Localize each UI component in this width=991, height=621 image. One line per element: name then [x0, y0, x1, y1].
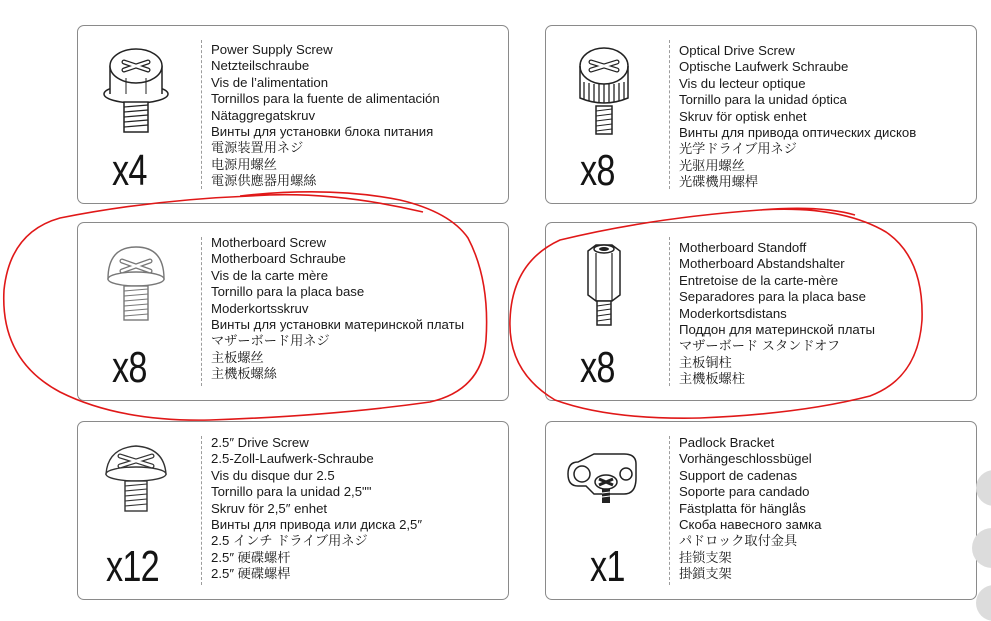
label-ja: マザーボード スタンドオフ [679, 338, 841, 354]
label-sv: Moderkortsskruv [211, 300, 309, 316]
item-description [211, 435, 422, 583]
item-description [211, 42, 440, 190]
label-zh-tw: 光碟機用螺桿 [679, 174, 759, 190]
label-de: Optische Laufwerk Schraube [679, 59, 849, 75]
accessory-card-drive-screw [77, 421, 509, 600]
label-de: Vorhängeschlossbügel [679, 451, 812, 467]
quantity-label: x8 [112, 343, 147, 392]
power-supply-screw-icon [96, 36, 176, 146]
label-en: Motherboard Standoff [679, 240, 807, 255]
accessory-card-motherboard-screw [77, 222, 509, 401]
label-es: Tornillo para la unidad óptica [679, 92, 847, 108]
label-es: Separadores para la placa base [679, 289, 866, 305]
label-ja: 2.5 インチ ドライブ用ネジ [211, 533, 368, 549]
label-sv: Skruv för optisk enhet [679, 108, 807, 124]
label-sv: Skruv för 2,5″ enhet [211, 500, 328, 516]
label-zh-tw: 掛鎖支架 [679, 566, 732, 582]
dashed-divider [201, 40, 202, 189]
accessory-card-padlock-bracket [545, 421, 977, 600]
item-description [679, 435, 821, 583]
label-zh-tw: 主機板螺絲 [211, 366, 277, 382]
label-sv: Fästplatta för hänglås [679, 500, 806, 516]
accessory-card-motherboard-standoff [545, 222, 977, 401]
dashed-divider [669, 436, 670, 585]
accessory-card-optical-drive-screw [545, 25, 977, 204]
label-fr: Vis du lecteur optique [679, 75, 806, 91]
label-zh-tw: 主機板螺柱 [679, 371, 745, 387]
label-ru: Поддон для материнской платы [679, 322, 875, 338]
label-zh-cn: 主板螺丝 [211, 349, 264, 365]
edge-circle-decoration [976, 470, 991, 506]
label-es: Soporte para candado [679, 484, 810, 500]
label-ru: Винты для установки материнской платы [211, 317, 465, 333]
label-ru: Винты для установки блока питания [211, 124, 434, 140]
label-zh-cn: 光驱用螺丝 [679, 157, 745, 173]
dashed-divider [201, 436, 202, 585]
label-de: Motherboard Abstandshalter [679, 256, 845, 272]
label-zh-cn: 电源用螺丝 [211, 156, 277, 172]
motherboard-standoff-icon [564, 233, 644, 343]
label-es: Tornillos para la fuente de alimentación [211, 91, 440, 107]
item-description [679, 43, 916, 191]
label-en: 2.5″ Drive Screw [211, 435, 309, 450]
label-zh-cn: 2.5″ 硬碟螺杆 [211, 549, 291, 565]
label-zh-tw: 2.5″ 硬碟螺桿 [211, 566, 291, 582]
label-es: Tornillo para la placa base [211, 284, 365, 300]
label-en: Motherboard Screw [211, 235, 327, 250]
label-en: Padlock Bracket [679, 435, 775, 450]
label-de: Motherboard Schraube [211, 251, 346, 267]
label-ru: Винты для привода оптических дисков [679, 125, 917, 141]
item-description [211, 235, 464, 383]
label-fr: Support de cadenas [679, 467, 798, 483]
dashed-divider [201, 237, 202, 386]
dashed-divider [669, 237, 670, 386]
label-ru: Скоба навесного замка [679, 517, 822, 533]
label-ja: パドロック取付金具 [679, 533, 798, 549]
padlock-bracket-icon [564, 432, 644, 542]
accessory-card-power-supply-screw [77, 25, 509, 204]
label-ja: 電源装置用ネジ [211, 140, 304, 156]
label-en: Optical Drive Screw [679, 43, 795, 58]
label-sv: Nätaggregatskruv [211, 107, 316, 123]
drive-screw-icon [96, 432, 176, 542]
optical-drive-screw-icon [564, 36, 644, 146]
quantity-label: x1 [590, 542, 625, 591]
label-de: 2.5-Zoll-Laufwerk-Schraube [211, 451, 374, 467]
label-fr: Vis du disque dur 2.5 [211, 467, 335, 483]
quantity-label: x8 [580, 343, 615, 392]
label-sv: Moderkortsdistans [679, 305, 787, 321]
label-fr: Vis de la carte mère [211, 267, 329, 283]
item-description [679, 240, 875, 388]
label-zh-cn: 主板铜柱 [679, 354, 732, 370]
label-fr: Vis de l’alimentation [211, 74, 329, 90]
label-zh-tw: 電源供應器用螺絲 [211, 173, 317, 189]
label-zh-cn: 挂锁支架 [679, 549, 732, 565]
label-ja: 光学ドライブ用ネジ [679, 141, 797, 157]
motherboard-screw-icon [96, 233, 176, 343]
quantity-label: x4 [112, 146, 147, 195]
label-de: Netzteilschraube [211, 58, 310, 74]
quantity-label: x12 [106, 542, 160, 591]
dashed-divider [669, 40, 670, 189]
edge-circle-decoration [976, 585, 991, 621]
label-ru: Винты для привода или диска 2,5″ [211, 517, 423, 533]
label-fr: Entretoise de la carte-mère [679, 272, 839, 288]
label-es: Tornillo para la unidad 2,5"" [211, 484, 372, 500]
label-en: Power Supply Screw [211, 42, 333, 57]
quantity-label: x8 [580, 146, 615, 195]
label-ja: マザーボード用ネジ [211, 333, 330, 349]
